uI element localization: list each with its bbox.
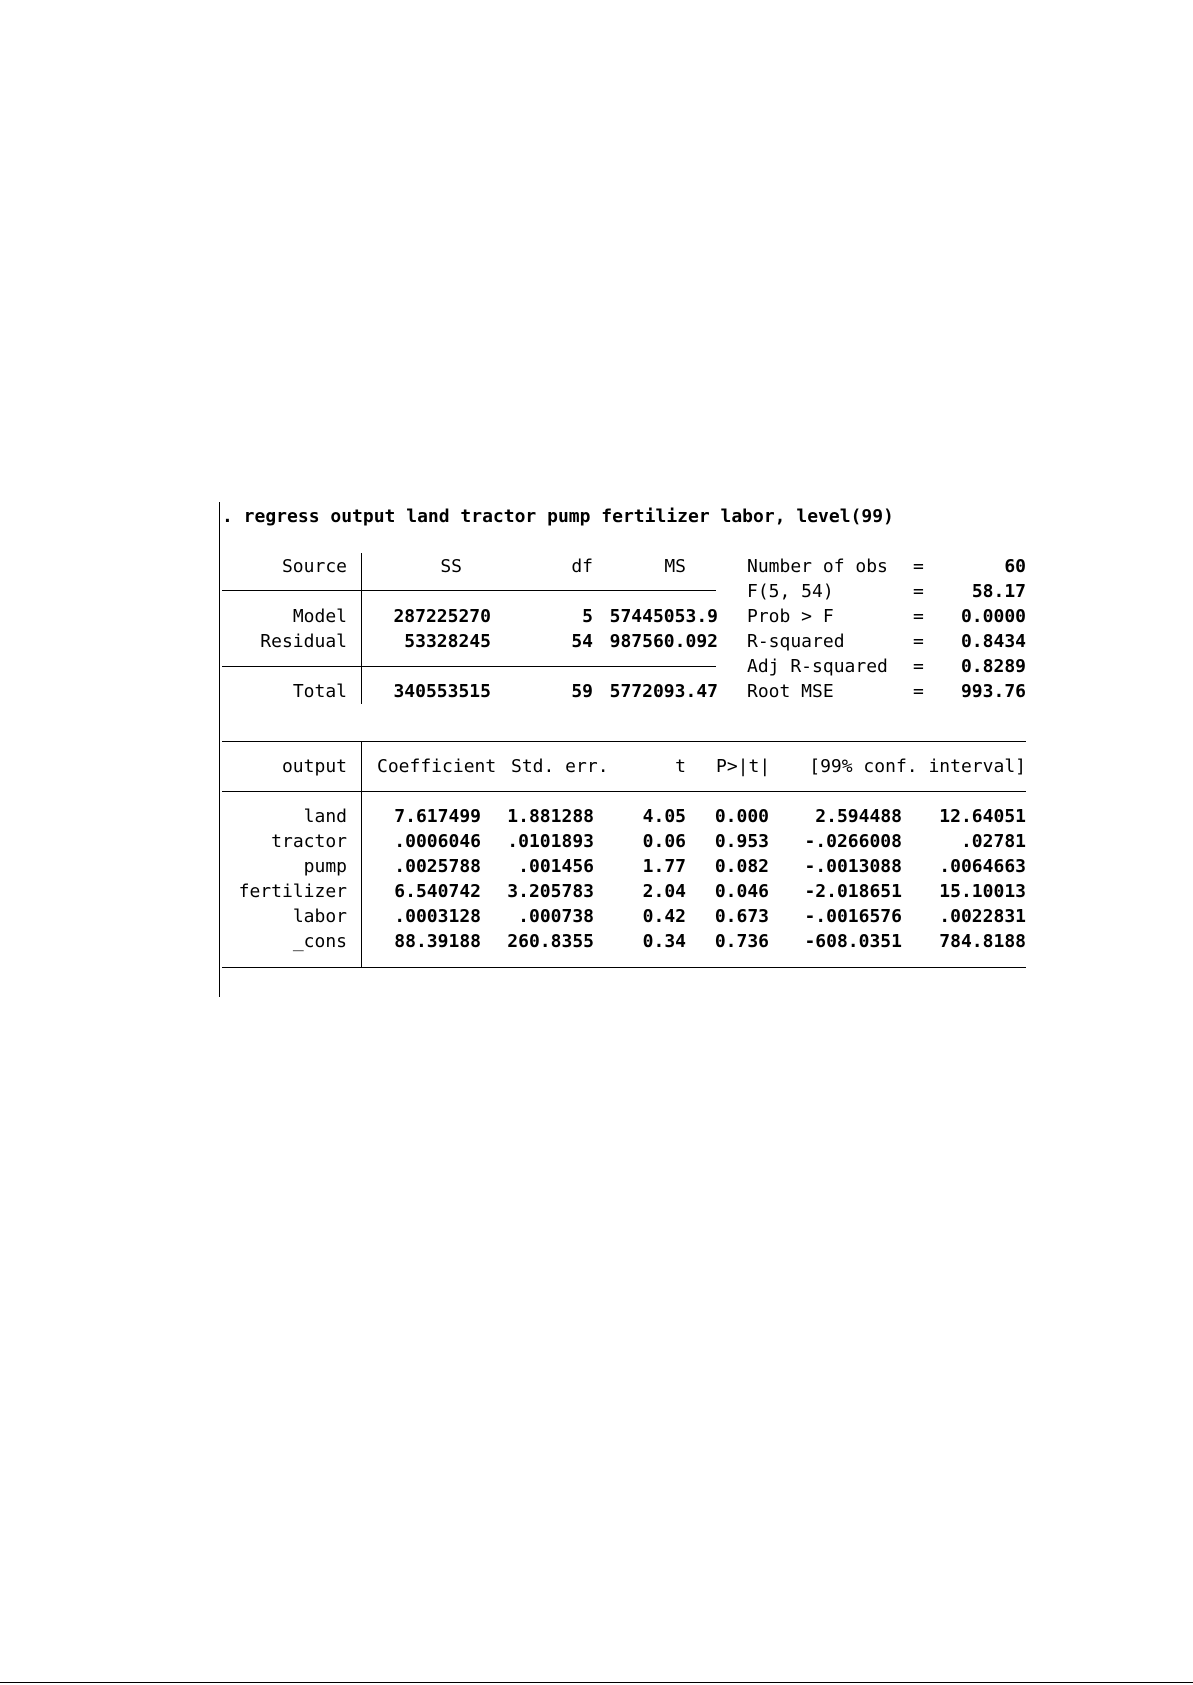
coef-ci-low: -2.018651: [804, 881, 902, 902]
coef-top-rule: [222, 741, 1026, 742]
stat-eq: =: [913, 606, 924, 627]
anova-header-rule: [222, 590, 716, 591]
coef-header-ci: [99% conf. interval]: [809, 756, 1026, 777]
stat-eq: =: [913, 631, 924, 652]
stat-value: 60: [1004, 556, 1026, 577]
anova-header-ms: MS: [664, 556, 686, 577]
coef-t: 2.04: [642, 881, 686, 902]
stat-value: 58.17: [971, 581, 1026, 602]
coef-t: 0.06: [642, 831, 686, 852]
stat-value: 0.0000: [960, 606, 1026, 627]
stat-value: 0.8289: [960, 656, 1026, 677]
stat-label: Root MSE: [747, 681, 834, 702]
anova-df: 5: [582, 606, 593, 627]
anova-header-ss: SS: [440, 556, 462, 577]
anova-df: 54: [571, 631, 593, 652]
stat-label: Prob > F: [747, 606, 834, 627]
coef-t: 4.05: [642, 806, 686, 827]
stat-eq: =: [913, 681, 924, 702]
anova-ss: 287225270: [393, 606, 491, 627]
coef-ci-low: -.0016576: [804, 906, 902, 927]
coef-se: 260.8355: [507, 931, 594, 952]
stat-label: Number of obs: [747, 556, 888, 577]
anova-ms: 5772093.47: [609, 681, 718, 702]
coef-se: .000738: [518, 906, 594, 927]
coef-var: pump: [303, 856, 347, 877]
anova-source: Residual: [260, 631, 347, 652]
coef-var: fertilizer: [238, 881, 347, 902]
coef-t: 0.42: [642, 906, 686, 927]
anova-header-df: df: [571, 556, 593, 577]
anova-ss: 53328245: [404, 631, 491, 652]
coef-ci-high: 12.64051: [939, 806, 1026, 827]
coef-value: .0025788: [394, 856, 481, 877]
coef-ci-high: 15.10013: [939, 881, 1026, 902]
stat-eq: =: [913, 556, 924, 577]
coef-ci-low: -.0013088: [804, 856, 902, 877]
coef-ci-low: -.0266008: [804, 831, 902, 852]
coef-ci-high: .02781: [960, 831, 1026, 852]
coef-p: 0.953: [714, 831, 769, 852]
coef-ci-low: 2.594488: [815, 806, 902, 827]
coef-se: 1.881288: [507, 806, 594, 827]
coef-var: _cons: [292, 931, 347, 952]
coef-p: 0.736: [714, 931, 769, 952]
coef-ci-high: .0064663: [939, 856, 1026, 877]
coef-ci-high: 784.8188: [939, 931, 1026, 952]
page-bottom-rule: [0, 1682, 1193, 1683]
coef-se: .0101893: [507, 831, 594, 852]
stat-label: F(5, 54): [747, 581, 834, 602]
coef-t: 0.34: [642, 931, 686, 952]
anova-header-source: Source: [281, 556, 347, 577]
coef-header-var: output: [281, 756, 347, 777]
coef-ci-high: .0022831: [939, 906, 1026, 927]
coef-header-rule: [222, 791, 1026, 792]
output-left-rule: [219, 502, 220, 997]
coef-value: .0003128: [394, 906, 481, 927]
coef-ci-low: -608.0351: [804, 931, 902, 952]
command-line: . regress output land tractor pump fertilizer labor, level(99): [222, 506, 894, 527]
coef-se: 3.205783: [507, 881, 594, 902]
coef-p: 0.082: [714, 856, 769, 877]
coef-header-se: Std. err.: [511, 756, 609, 777]
stat-value: 993.76: [960, 681, 1026, 702]
coef-t: 1.77: [642, 856, 686, 877]
anova-ms: 987560.092: [609, 631, 718, 652]
anova-total-rule: [222, 666, 716, 667]
stat-eq: =: [913, 581, 924, 602]
coef-p: 0.673: [714, 906, 769, 927]
stat-label: Adj R-squared: [747, 656, 888, 677]
coef-var: land: [303, 806, 347, 827]
coef-vertical-rule: [361, 741, 362, 967]
stat-value: 0.8434: [960, 631, 1026, 652]
coef-value: .0006046: [394, 831, 481, 852]
stat-label: R-squared: [747, 631, 845, 652]
anova-source: Model: [292, 606, 347, 627]
coef-bottom-rule: [222, 967, 1026, 968]
coef-p: 0.000: [714, 806, 769, 827]
anova-df: 59: [571, 681, 593, 702]
coef-var: tractor: [271, 831, 347, 852]
coef-header-p: P>|t|: [716, 756, 771, 777]
coef-header-t: t: [675, 756, 686, 777]
coef-se: .001456: [518, 856, 594, 877]
stat-eq: =: [913, 656, 924, 677]
coef-header-coef: Coefficient: [377, 756, 497, 777]
coef-var: labor: [292, 906, 347, 927]
coef-value: 6.540742: [394, 881, 481, 902]
anova-source: Total: [292, 681, 347, 702]
coef-value: 7.617499: [394, 806, 481, 827]
coef-p: 0.046: [714, 881, 769, 902]
anova-ss: 340553515: [393, 681, 491, 702]
anova-ms: 57445053.9: [609, 606, 718, 627]
coef-value: 88.39188: [394, 931, 481, 952]
